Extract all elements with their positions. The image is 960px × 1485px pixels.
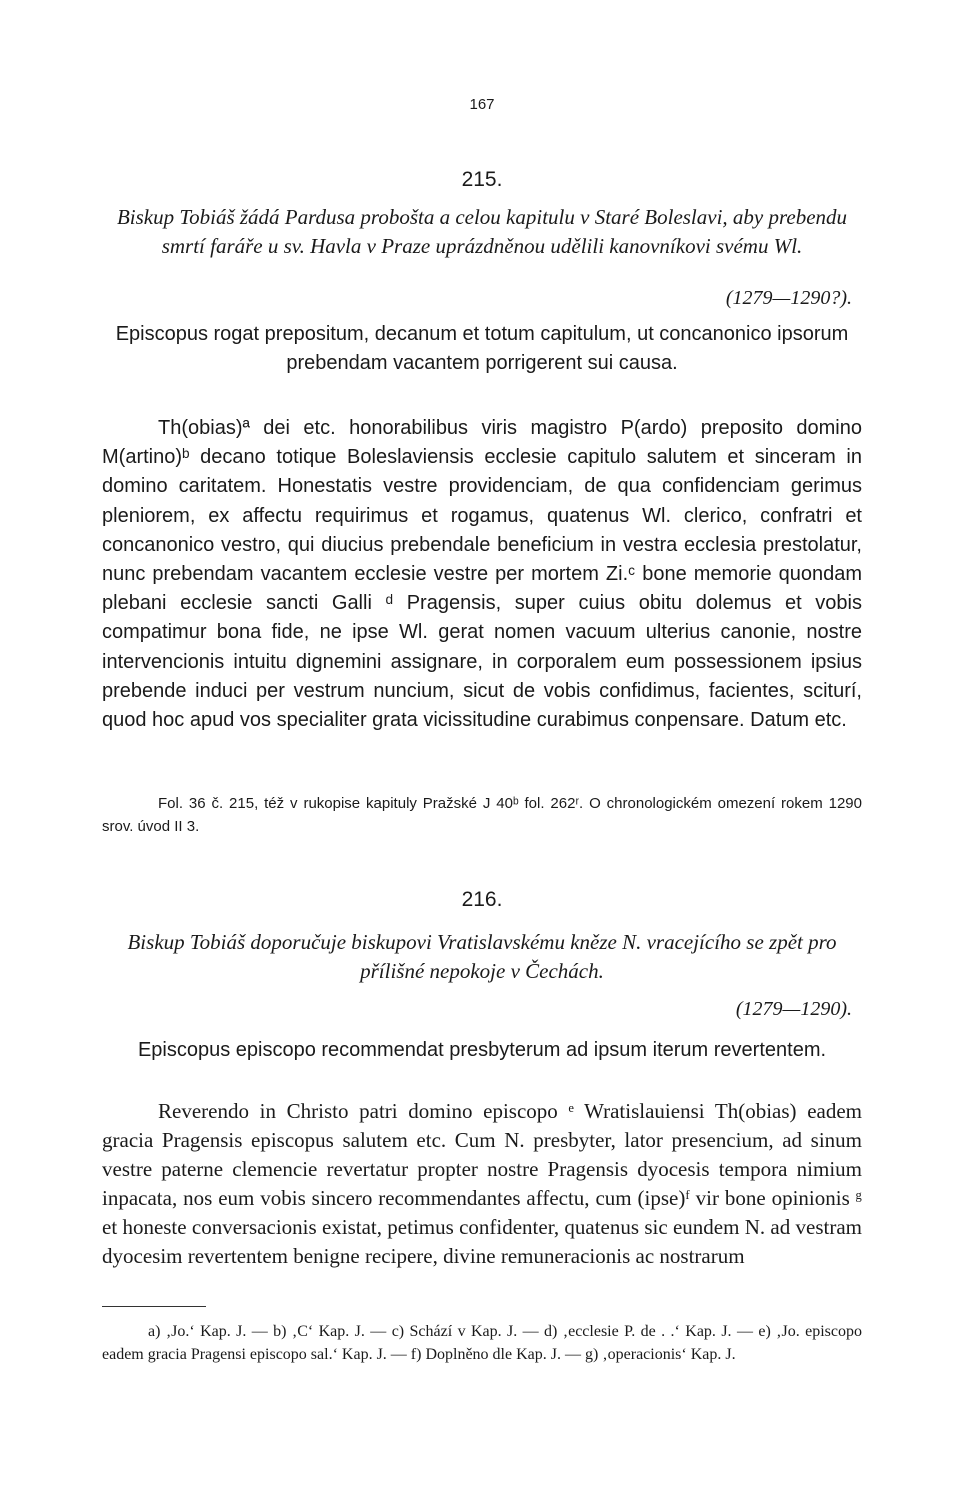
footnote-rule [102,1306,206,1307]
document-title-215: Biskup Tobiáš žádá Pardusa probošta a celou kapitulu v Staré Boleslavi, aby prebendu smrtí faráře u sv. Havla v Praze uprázdněnou udělili kanovníkovi svému Wl. [116,205,848,258]
page-number: 167 [469,96,495,113]
document-date-215: (1279—1290?). [725,287,852,309]
document-number-215: 215. [461,168,503,191]
document-text-215: Th(obias)ª dei etc. honorabilibus viris magistro P(ardo) preposito domino M(artino)ᵇ decano totique Boleslaviensis ecclesie capitulo salutem et sinceram in domino caritatem. Honestatis vestre providenciam, de qua confidenciam gerimus pleniorem, ex affectu requirimus et rogamus, quatenus Wl. clerico, confratri et concanonico vestro, qui diucius prebendale beneficium in vestra ecclesia prestolatur, nunc prebendam vacantem ecclesie vestre per mortem Zi.ᶜ bone memorie quondam plebani ecclesie sancti Galli ᵈ Pragensis, super cuius obitu dolemus et vobis compatimur bona fide, ne ipse Wl. gerat nomen vacuum ulterius canonie, nostre intervencionis intuitu dignemini assignare, in corporalem eum possessionem ipsius prebende induci per vestrum nuncium, sicut de vobis confidimus, facientes, sciturí, quod hoc apud vos specialiter grata vicissitudine curabimus conpensare. Datum etc. [102,417,862,732]
document-regest-215: Episcopus rogat prepositum, decanum et totum capitulum, ut concanonico ipsorum prebendam vacantem porrigerent sui causa. [115,323,849,374]
document-title-216: Biskup Tobiáš doporučuje biskupovi Vratislavskému kněze N. vracejícího se zpět pro přílišné nepokoje v Čechách. [127,930,837,983]
document-number-216: 216. [461,888,503,911]
document-date-216: (1279—1290). [735,998,852,1020]
footnotes: a) ‚Jo.‘ Kap. J. — b) ‚C‘ Kap. J. — c) Schází v Kap. J. — d) ‚ecclesie P. de . .‘ Kap. J. — e) ‚Jo. episcopo eadem gracia Pragensi episcopo sal.‘ Kap. J. — f) Doplněno dle Kap. J. — g) ‚operacionis‘ Kap. J. [102,1323,862,1363]
source-note-215: Fol. 36 č. 215, též v rukopise kapituly Pražské J 40ᵇ fol. 262ʳ. O chronologickém omezení rokem 1290 srov. úvod II 3. [102,795,862,835]
document-text-216: Reverendo in Christo patri domino episcopo ᵉ Wratislauiensi Th(obias) eadem gracia Pragensis episcopus salutem etc. Cum N. presbyter, lator presencium, ad sinum vestre paterne clemencie revertatur propter nostre Pragensis dyocesis tempora nimium inpacata, nos eum vobis sincero recommendantes affectu, cum (ipse)ᶠ vir bone opinionis ᵍ et honeste conversacionis existat, petimus confidenter, quatenus sic eundem N. ad vestram dyocesim revertentem benigne recipere, divine remuneracionis ac nostrarum [102,1099,862,1268]
document-regest-216: Episcopus episcopo recommendat presbyterum ad ipsum iterum revertentem. [137,1039,827,1061]
